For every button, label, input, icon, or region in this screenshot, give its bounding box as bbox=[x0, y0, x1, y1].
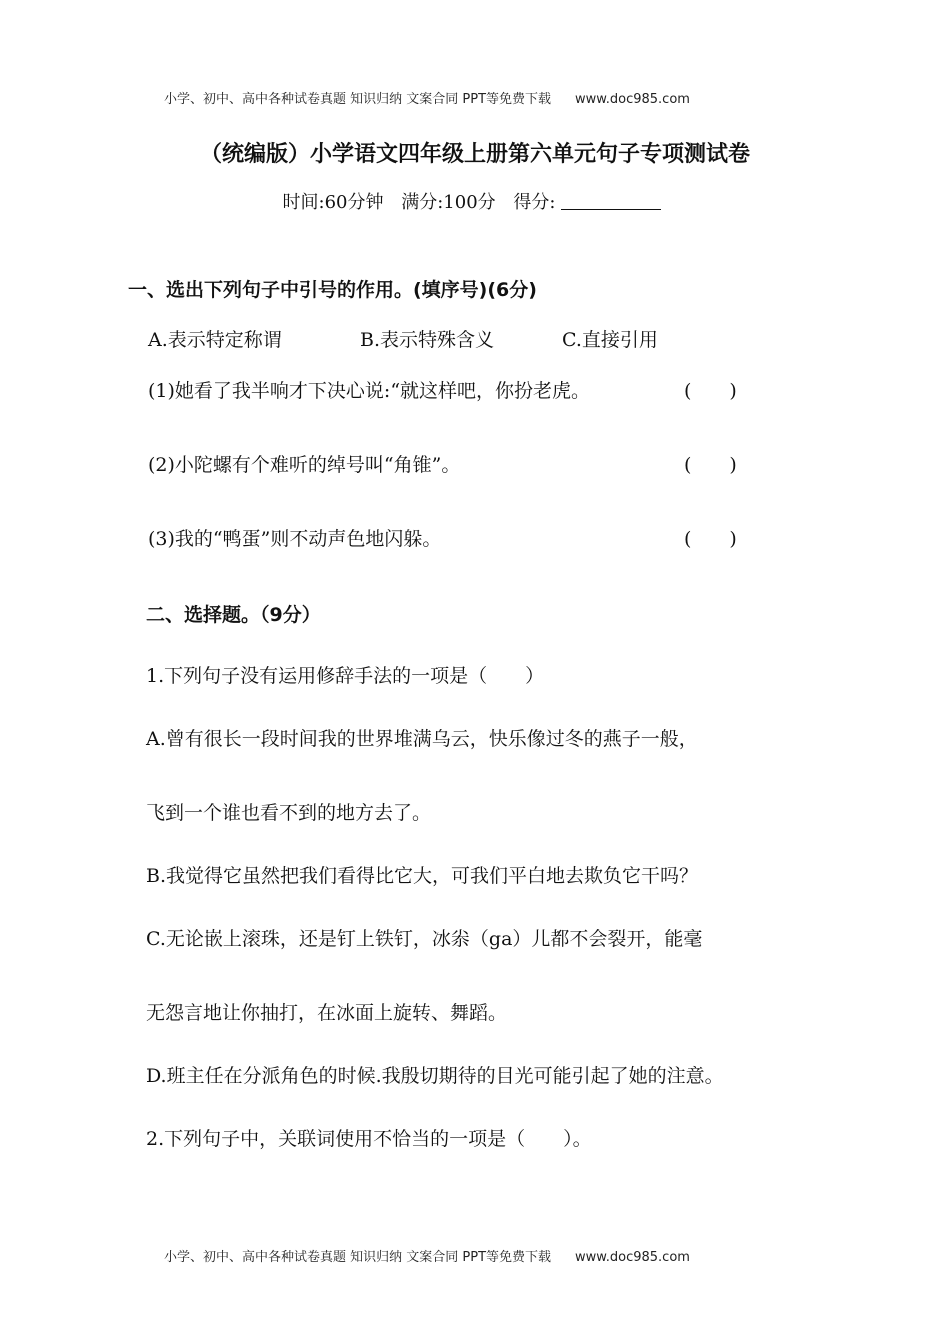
option-2-1-c-line2: 无怨言地让你抽打，在冰面上旋转、舞蹈。 bbox=[146, 1002, 508, 1024]
option-2-1-a-line1: A.曾有很长一段时间我的世界堆满乌云，快乐像过冬的燕子一般， bbox=[146, 728, 698, 750]
option-a: A.表示特定称谓 bbox=[148, 329, 282, 351]
page-title: （统编版）小学语文四年级上册第六单元句子专项测试卷 bbox=[199, 142, 750, 167]
option-c: C.直接引用 bbox=[562, 329, 658, 351]
option-2-1-a-line2: 飞到一个谁也看不到的地方去了。 bbox=[146, 802, 432, 824]
exam-time: 时间:60分钟 bbox=[282, 192, 384, 213]
answer-blank-1-1[interactable]: ( ) bbox=[684, 380, 737, 402]
exam-score-label: 得分: bbox=[513, 192, 667, 213]
question-2-1: 1.下列句子没有运用修辞手法的一项是（ ） bbox=[146, 665, 545, 687]
answer-blank-1-3[interactable]: ( ) bbox=[684, 528, 737, 550]
option-2-1-c-line1: C.无论嵌上滚珠，还是钉上铁钉，冰尜（ga）儿都不会裂开，能毫 bbox=[146, 928, 703, 950]
footer-tagline: 小学、初中、高中各种试卷真题 知识归纳 文案合同 PPT等免费下载 bbox=[164, 1250, 552, 1265]
section1-heading: 一、选出下列句子中引号的作用。(填序号)(6分) bbox=[128, 279, 537, 301]
question-2-2: 2.下列句子中，关联词使用不恰当的一项是（ ）。 bbox=[146, 1128, 592, 1150]
header-tagline: 小学、初中、高中各种试卷真题 知识归纳 文案合同 PPT等免费下载 bbox=[164, 92, 552, 107]
exam-full-score: 满分:100分 bbox=[401, 192, 496, 213]
exam-meta bbox=[0, 188, 950, 214]
footer-url[interactable]: www.doc985.com bbox=[575, 1250, 690, 1265]
header-url[interactable]: www.doc985.com bbox=[575, 92, 690, 107]
section1-options bbox=[148, 325, 658, 352]
page-footer bbox=[164, 1246, 690, 1265]
question-1-3: (3)我的“鸭蛋”则不动声色地闪躲。 bbox=[148, 528, 442, 550]
score-blank[interactable] bbox=[561, 191, 661, 210]
answer-blank-1-2[interactable]: ( ) bbox=[684, 454, 737, 476]
option-2-1-d: D.班主任在分派角色的时候.我殷切期待的目光可能引起了她的注意。 bbox=[146, 1065, 724, 1087]
option-2-1-b: B.我觉得它虽然把我们看得比它大，可我们平白地去欺负它干吗？ bbox=[146, 865, 699, 887]
option-b: B.表示特殊含义 bbox=[360, 329, 495, 351]
section2-heading: 二、选择题。（9分） bbox=[146, 604, 321, 626]
question-1-2: (2)小陀螺有个难听的绰号叫“角锥”。 bbox=[148, 454, 461, 476]
page-header bbox=[164, 88, 690, 107]
question-1-1: (1)她看了我半响才下决心说:“就这样吧，你扮老虎。 bbox=[148, 380, 591, 402]
